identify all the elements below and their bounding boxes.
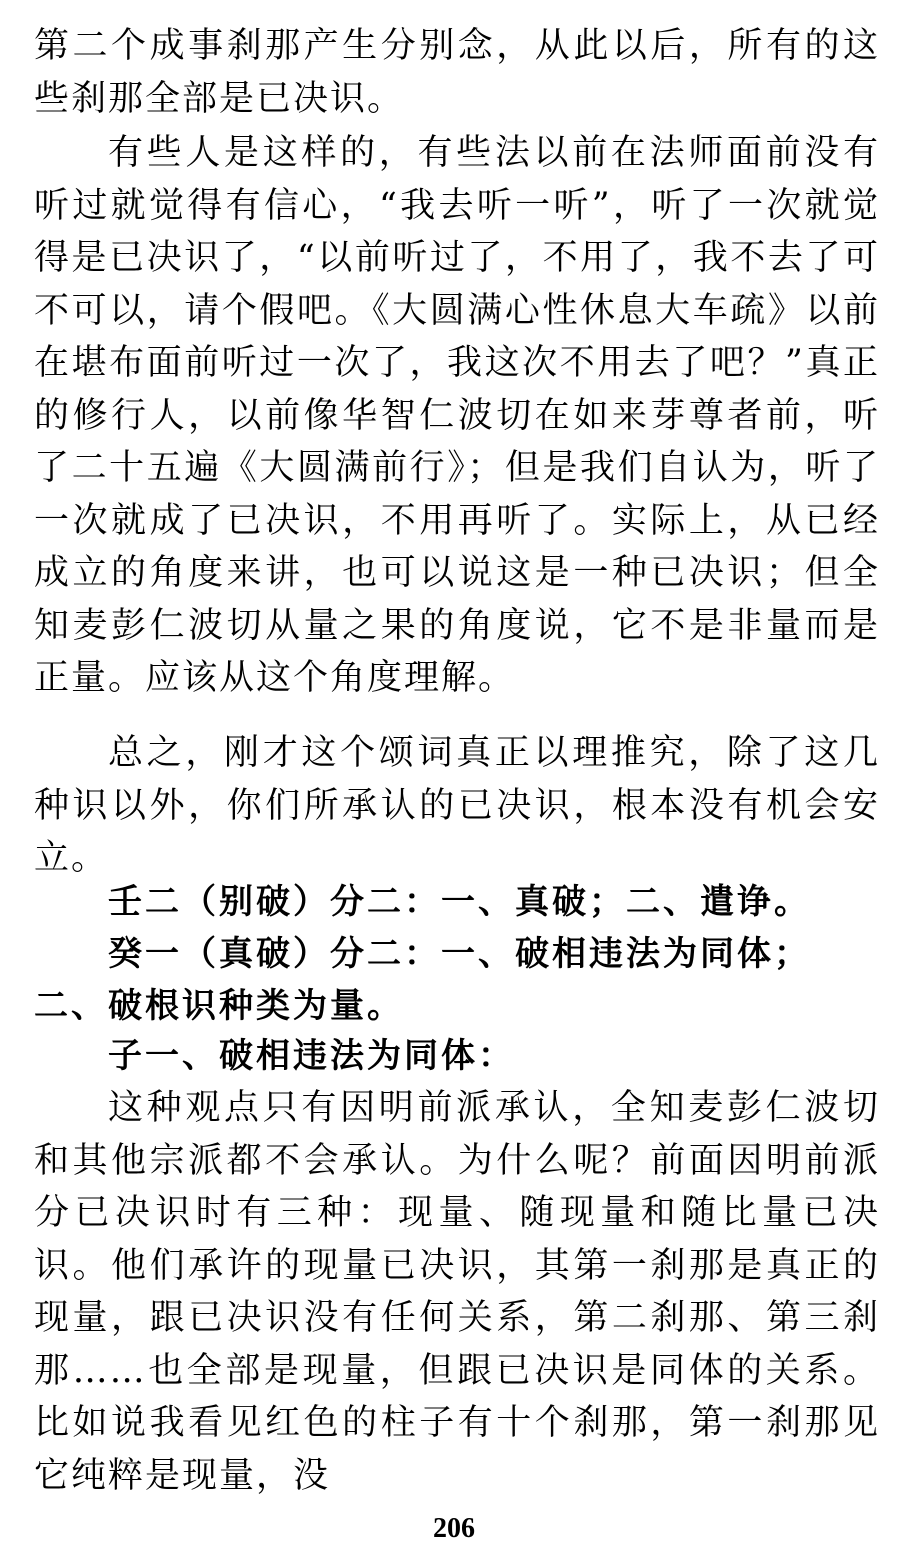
section-heading-gui1: 癸一（真破）分二：一、破相违法为同体；二、破根识种类为量。 [34, 934, 811, 1026]
paragraph-4: 这种观点只有因明前派承认，全知麦彭仁波切和其他宗派都不会承认。为什么呢？前面因明前派分已决识时有三种：现量、随现量和随比量已决识。他们承许的现量已决识，其第一刹那是真正的现量，跟已决识没有任何关系，第二刹那、第三刹那……也全部是现量，但跟已决识是同体的关系。比如说我看见红色的柱子有十个刹那，第一刹那见它纯粹是现量，没 [34, 1088, 880, 1496]
paragraph-1: 第二个成事刹那产生分别念，从此以后，所有的这些刹那全部是已决识。 [34, 26, 880, 119]
paragraph-3: 总之，刚才这个颂词真正以理推究，除了这几种识以外，你们所承认的已决识，根本没有机会安立。 [34, 733, 880, 878]
page-number: 206 [433, 1513, 475, 1544]
section-heading-ren2: 壬二（别破）分二：一、真破；二、遣诤。 [108, 882, 811, 922]
section-heading-zi1: 子一、破相违法为同体： [108, 1036, 515, 1076]
paragraph-2: 有些人是这样的，有些法以前在法师面前没有听过就觉得有信心，“我去听一听”，听了一次就觉得是已决识了，“以前听过了，不用了，我不去了可不可以，请个假吧。《大圆满心性休息大车疏》以前在堪布面前听过一次了，我这次不用去了吧？”真正的修行人，以前像华智仁波切在如来芽尊者前，听了二十五遍《大圆满前行》；但是我们自认为，听了一次就成了已决识，不用再听了。实际上，从已经成立的角度来讲，也可以说这是一种已决识；但全知麦彭仁波切从量之果的角度说，它不是非量而是正量。应该从这个角度理解。 [34, 133, 880, 698]
